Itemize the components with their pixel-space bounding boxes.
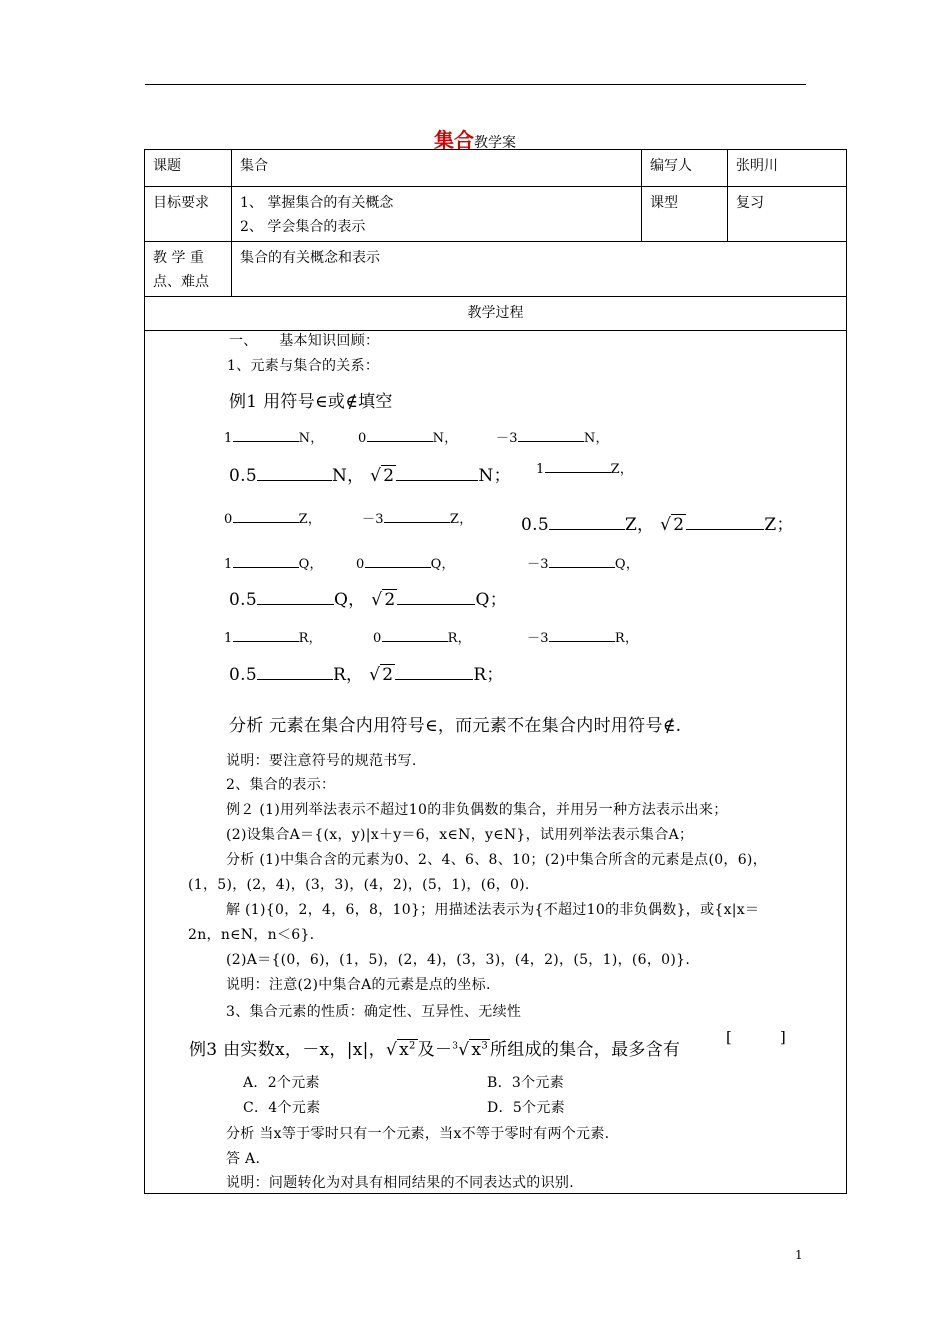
blank-row-q-b: 0.5 Q， √ 2 Q； [229,590,508,610]
answer-bracket: [ ] [726,1028,792,1046]
blank-row-r-2: 0 R， [373,631,471,646]
cell-topic: 集合 [232,150,642,187]
blank-row-n-3: －3 N， [496,431,609,446]
example-2-line-1: 例２ (1)用列举法表示不超过10的非负偶数的集合，并用另一种方法表示出来； [226,802,728,818]
cell-author: 张明川 [728,150,847,187]
note-3: 说明：问题转化为对具有相同结果的不同表达式的识别. [226,1175,574,1191]
subsection-1-3: 3、集合元素的性质：确定性、互异性、无续性 [226,1004,522,1020]
option-c: C．4个元素 [243,1100,321,1116]
page-number: 1 [795,1248,803,1262]
subsection-1-1: 1、元素与集合的关系： [227,358,380,374]
solution-2-line-1: 解 (1){0，2，4，6，8，10}；用描述法表示为{不超过10的非负偶数}，或{x|x＝ [226,902,760,918]
cell-focus-label: 教 学 重 点、难点 [145,242,232,297]
blank-row-n-b: 0.5 N， √ 2 N； [229,466,511,486]
analysis-3: 分析 当x等于零时只有一个元素，当x不等于零时有两个元素. [226,1126,610,1142]
section-1: 一、 基本知识回顾： [229,333,380,349]
cell-type-label: 课型 [642,187,728,242]
blank-row-z-c: 0.5 Z， √ 2 Z； [521,515,794,535]
cell-goals [232,187,642,242]
option-d: D．5个元素 [487,1100,565,1116]
blank-row-r-b: 0.5 R， √ 2 R； [229,665,504,685]
analysis-2-line-1: 分析 (1)中集合含的元素为0、2、4、6、8、10；(2)中集合所含的元素是点(0，6)， [226,852,767,868]
note-1: 说明：要注意符号的规范书写. [226,753,417,769]
option-a: A．2个元素 [243,1075,320,1091]
blank-row-z-2: －3 Z， [362,512,473,527]
blank-row-n-1: 1 N， [224,431,324,446]
example-3: 例3 由实数x，－x，|x|，√ $x^2$ 及－$^3$√ $x^3$ 所组成的集合，最多含有 [189,1040,681,1060]
blank-row-z-1: 0 Z， [224,512,322,527]
cell-goal-label: 目标要求 [145,187,232,242]
blank-row-q-1: 1 Q， [224,557,323,572]
goal-1: 1、 掌握集合的有关概念 [240,195,394,211]
option-b: B．3个元素 [487,1075,564,1091]
cell-author-label: 编写人 [642,150,728,187]
subsection-1-2: 2、集合的表示： [226,777,336,793]
title-main: 集合 [434,128,474,152]
blank-row-q-2: 0 Q， [356,557,455,572]
blank-row-z-a: 1 Z， [536,462,634,477]
header-rule [145,84,806,85]
goal-2: 2、 学会集合的表示 [240,219,366,235]
blank-row-n-2: 0 N， [358,431,458,446]
cell-topic-label: 课题 [145,150,232,187]
cell-process-heading: 教学过程 [145,297,847,331]
blank-row-r-1: 1 R， [224,631,322,646]
solution-2-line-2: 2n，n∈N，n＜6}. [188,927,315,943]
example-2-line-2: (2)设集合A＝{(x，y)|x＋y＝6，x∈N，y∈N}，试用列举法表示集合A； [226,827,694,843]
analysis-2-line-2: (1，5)，(2，4)，(3，3)，(4，2)，(5，1)，(6，0). [188,877,530,893]
answer-3: 答 A. [226,1151,261,1167]
cell-focus: 集合的有关概念和表示 [232,242,847,297]
analysis-1: 分析 元素在集合内用符号∈，而元素不在集合内时用符号∉. [229,716,682,736]
blank-row-r-3: －3 R， [527,631,639,646]
solution-2-line-3: (2)A＝{(0，6)，(1，5)，(2，4)，(3，3)，(4，2)，(5，1)，(6，0)}. [226,952,691,968]
blank-row-q-3: －3 Q， [527,557,640,572]
cell-type: 复习 [728,187,847,242]
example-1-title: 例1 用符号∈或∉填空 [229,392,393,412]
lesson-info-table [144,149,847,331]
note-2: 说明：注意(2)中集合A的元素是点的坐标. [226,977,491,993]
title-suffix: 教学案 [474,135,516,151]
